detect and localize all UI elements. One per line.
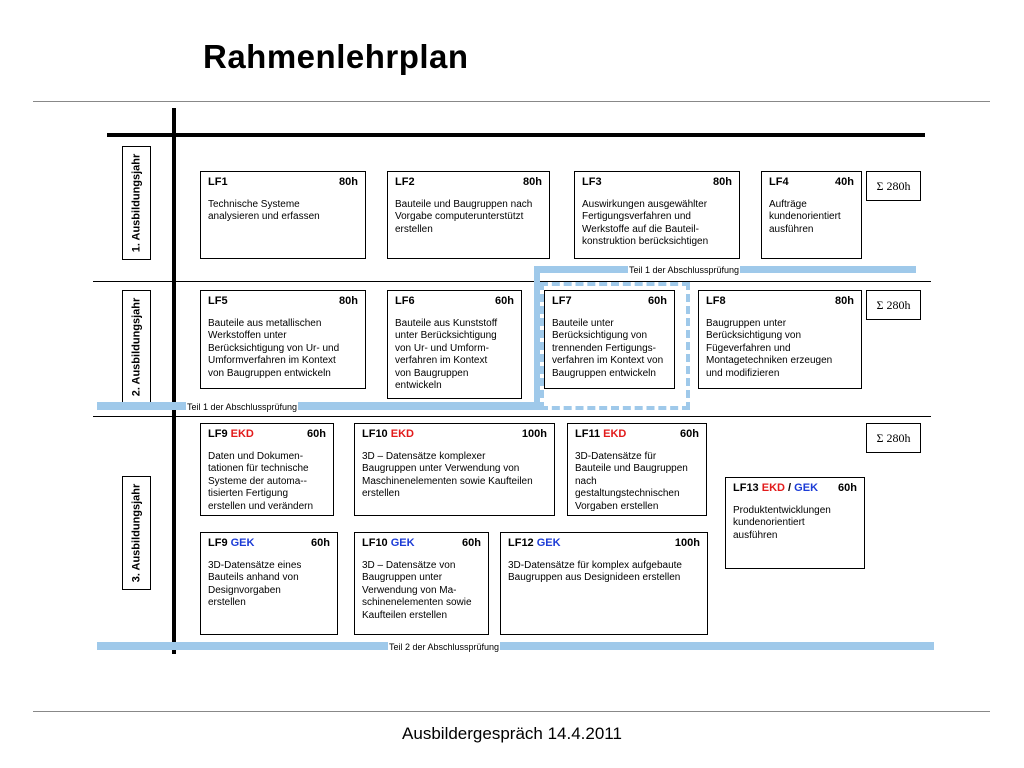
lf13-tag-ekd: EKD [761, 482, 785, 494]
year-label-2-text: 2. Ausbildungsjahr [130, 297, 143, 397]
page-title: Rahmenlehrplan [203, 38, 469, 75]
year-label-3-text: 3. Ausbildungsjahr [130, 483, 143, 583]
sum-year-1: Σ 280h [866, 171, 921, 201]
lf7-hours: 60h [648, 295, 667, 307]
lf2-box [387, 171, 550, 259]
row-divider-2 [93, 416, 931, 417]
lf9-gek-name: LF9 [208, 537, 228, 549]
lf6-name: LF6 [395, 295, 415, 307]
lf10-ekd-desc: 3D – Datensätze komplexer Baugruppen unter Verwendung von Maschinenelementen sowie Kaufteilen erstellen [362, 450, 533, 499]
lf13-hours: 60h [838, 482, 857, 494]
lf3-desc: Auswirkungen ausgewählter Fertigungsverfahren und Werkstoffe auf die Bauteil- konstruktion berücksichtigen [582, 198, 709, 247]
lf10-ekd-hours: 100h [521, 428, 547, 440]
lf3-name: LF3 [582, 176, 602, 188]
lf13-desc: Produktentwicklungen kundenorientiert ausführen [733, 504, 831, 541]
lf9-ekd-hours: 60h [307, 428, 326, 440]
footer-divider [33, 711, 990, 712]
lf10-gek-tag: GEK [390, 537, 415, 549]
lf9-gek-tag: GEK [230, 537, 255, 549]
lf10-gek-box [354, 532, 489, 635]
sum-year-2: Σ 280h [866, 290, 921, 320]
lf3-box [574, 171, 740, 259]
lf10-gek-hours: 60h [462, 537, 481, 549]
lf9-ekd-name: LF9 [208, 428, 228, 440]
row-divider-1 [93, 281, 931, 282]
lf8-name: LF8 [706, 295, 726, 307]
lf8-desc: Baugruppen unter Berücksichtigung von Fügeverfahren und Montagetechniken erzeugen und modifizieren [706, 317, 833, 379]
title-divider [33, 101, 990, 102]
lf12-gek-name: LF12 [508, 537, 534, 549]
exam-band-teil1-left [97, 402, 540, 410]
lf4-name: LF4 [769, 176, 789, 188]
lf2-name: LF2 [395, 176, 415, 188]
lf7-name: LF7 [552, 295, 572, 307]
lf9-ekd-tag: EKD [230, 428, 254, 440]
year-label-1 [122, 146, 151, 260]
lf8-box [698, 290, 862, 389]
lf2-hours: 80h [523, 176, 542, 188]
lf1-name: LF1 [208, 176, 228, 188]
exam-band-teil2 [97, 642, 934, 650]
lf5-name: LF5 [208, 295, 228, 307]
lf5-hours: 80h [339, 295, 358, 307]
lf12-gek-tag: GEK [536, 537, 561, 549]
lf5-desc: Bauteile aus metallischen Werkstoffen unter Berücksichtigung von Ur- und Umformverfahren im Kontext von Baugruppen entwickeln [208, 317, 340, 379]
sum-year-3: Σ 280h [866, 423, 921, 453]
lf13-box [725, 477, 865, 569]
lf4-hours: 40h [835, 176, 854, 188]
vertical-axis [172, 108, 176, 654]
lf4-desc: Aufträge kundenorientiert ausführen [769, 198, 841, 235]
lf9-gek-hours: 60h [311, 537, 330, 549]
lf6-box [387, 290, 522, 399]
lf1-desc: Technische Systeme analysieren und erfassen [208, 198, 320, 222]
lf13-tag-gek: GEK [794, 482, 819, 494]
exam-label-teil1-top: Teil 1 der Abschlussprüfung [629, 265, 740, 275]
lf9-gek-desc: 3D-Datensätze eines Bauteils anhand von Designvorgaben erstellen [208, 559, 302, 608]
lf13-sep: / [788, 482, 792, 494]
lf9-ekd-desc: Daten und Dokumen- tationen für technische Systeme der automa-- tisierten Fertigung erstellen und verändern [208, 450, 314, 512]
footer-text: Ausbildergespräch 14.4.2011 [402, 724, 622, 743]
lf10-ekd-name: LF10 [362, 428, 388, 440]
lf3-hours: 80h [713, 176, 732, 188]
lf5-box [200, 290, 366, 389]
exam-label-teil1-left: Teil 1 der Abschlussprüfung [187, 402, 298, 412]
year-label-3 [122, 476, 151, 590]
lf1-hours: 80h [339, 176, 358, 188]
lf2-desc: Bauteile und Baugruppen nach Vorgabe computerunterstützt erstellen [395, 198, 533, 235]
lf12-gek-hours: 100h [674, 537, 700, 549]
lf8-hours: 80h [835, 295, 854, 307]
lf1-box [200, 171, 366, 259]
lf11-ekd-hours: 60h [680, 428, 699, 440]
lf9-gek-box [200, 532, 338, 635]
top-axis [107, 133, 925, 137]
lf13-name: LF13 [733, 482, 759, 494]
lf7-desc: Bauteile unter Berücksichtigung von trennenden Fertigungs- verfahren im Kontext von Baugruppen entwickeln [552, 317, 664, 379]
lf11-ekd-desc: 3D-Datensätze für Bauteile und Baugruppen nach gestaltungstechnischen Vorgaben erstellen [575, 450, 688, 512]
lf4-box [761, 171, 862, 259]
year-label-1-text: 1. Ausbildungsjahr [130, 153, 143, 253]
lf11-ekd-box [567, 423, 707, 516]
year-label-2 [122, 290, 151, 404]
exam-label-teil2: Teil 2 der Abschlussprüfung [389, 642, 500, 652]
lf10-ekd-box [354, 423, 555, 516]
lf9-ekd-box [200, 423, 334, 516]
lf6-desc: Bauteile aus Kunststoff unter Berücksichtigung von Ur- und Umform- verfahren im Kontext von Baugruppen entwickeln [395, 317, 498, 391]
lf10-ekd-tag: EKD [390, 428, 414, 440]
lf10-gek-name: LF10 [362, 537, 388, 549]
lf11-ekd-name: LF11 [575, 428, 601, 440]
lf7-box [544, 290, 675, 389]
lf12-gek-desc: 3D-Datensätze für komplex aufgebaute Baugruppen aus Designideen erstellen [508, 559, 682, 583]
lf12-gek-box [500, 532, 708, 635]
lf11-ekd-tag: EKD [603, 428, 627, 440]
lf10-gek-desc: 3D – Datensätze von Baugruppen unter Verwendung von Ma- schinenelementen sowie Kaufteilen erstellen [362, 559, 472, 621]
lf6-hours: 60h [495, 295, 514, 307]
